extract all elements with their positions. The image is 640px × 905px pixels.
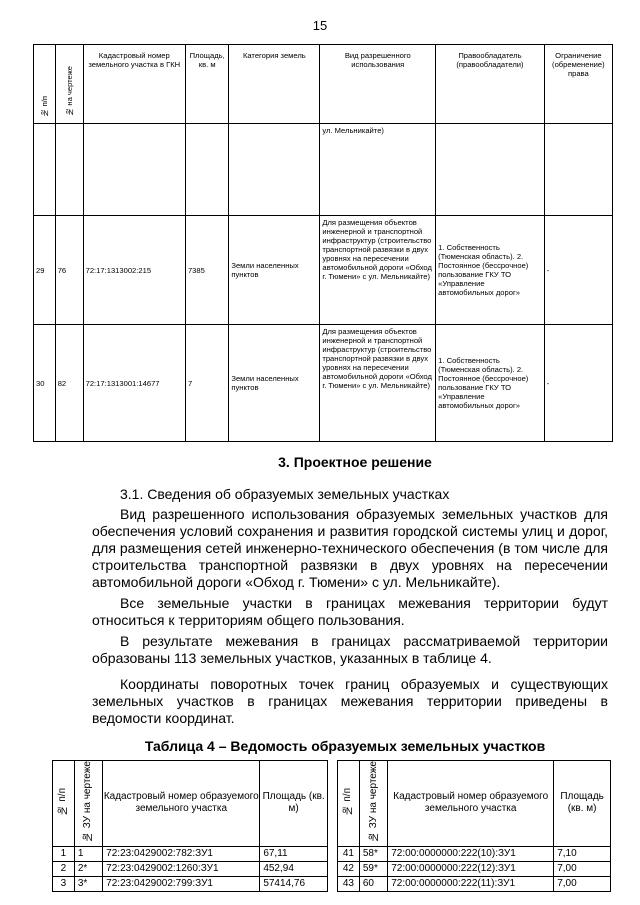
header-category: Категория земель <box>229 45 320 124</box>
table4-caption: Таблица 4 – Ведомость образуемых земельных участков <box>144 738 546 754</box>
table-row: 3 3* 72:23:0429002:799:ЗУ1 57414,76 <box>53 876 328 891</box>
subsection-title: 3.1. Сведения об образуемых земельных участках <box>120 486 450 502</box>
table-header-row: № п/п № ЗУ на чертеже Кадастровый номер образуемого земельного участка Площадь (кв. м) <box>338 761 611 847</box>
table-row: 43 60 72:00:0000000:222(11):ЗУ1 7,00 <box>338 876 611 891</box>
table4-right <box>337 760 611 892</box>
header-num: № п/п <box>34 45 56 124</box>
table-row: 30 82 72:17:1313001:14677 7 Земли населенных пунктов Для размещения объектов инженерной и транспортной инфраструктур (строительство транспортной развязки в двух уровнях на пересечении автомобильной дороги «Обход г. Тюмени» с ул. Мельникайте) 1. Собственность (Тюменская область). 2. Постоянное (бессрочное) пользование ГКУ ТО «Управление автомобильных дорог» - <box>34 325 613 442</box>
paragraph: В результате межевания в границах рассматриваемой территории образованы 113 земельных участков, указанных в таблице 4. <box>92 633 608 666</box>
table-row: 29 76 72:17:1313002:215 7385 Земли населенных пунктов Для размещения объектов инженерной и транспортной инфраструктур (строительство транспортной развязки в двух уровнях на пересечении автомобильной дороги «Обход г. Тюмени» с ул. Мельникайте) 1. Собственность (Тюменская область). 2. Постоянное (бессрочное) пользование ГКУ ТО «Управление автомобильных дорог» - <box>34 216 613 325</box>
table-row: 2 2* 72:23:0429002:1260:ЗУ1 452,94 <box>53 861 328 876</box>
table-row: 42 59* 72:00:0000000:222(12):ЗУ1 7,00 <box>338 861 611 876</box>
header-area: Площадь, кв. м <box>185 45 228 124</box>
land-plots-table <box>33 44 613 442</box>
table-row: 41 58* 72:00:0000000:222(10):ЗУ1 7,10 <box>338 846 611 861</box>
continuation-text: ул. Мельникайте) <box>320 124 436 216</box>
header-owner: Правообладатель (правообладатели) <box>436 45 545 124</box>
table4-left <box>52 760 328 892</box>
paragraph: Координаты поворотных точек границ образуемых и существующих земельных участков в границах межевания территории приведены в ведомости координат. <box>92 676 608 726</box>
paragraph: Все земельные участки в границах межевания территории будут относиться к территориям общего пользования. <box>92 595 608 628</box>
header-drawing-num: № на чертеже <box>55 45 83 124</box>
paragraph: Вид разрешенного использования образуемых земельных участков для обеспечения условий сохранения и развития городской системы улиц и дорог, для размещения сетей инженерно-технического обеспечения (в том числе для строительства транспортной развязки в двух уровнях на пересечении автомобильной дороги «Обход г. Тюмени» с ул. Мельникайте). <box>92 506 608 590</box>
table-row: 1 1 72:23:0429002:782:ЗУ1 67,11 <box>53 846 328 861</box>
header-restriction: Ограничение (обременение) права <box>544 45 612 124</box>
section-title: 3. Проектное решение <box>278 454 432 470</box>
table-header-row <box>34 45 613 124</box>
header-permitted-use: Вид разрешенного использования <box>320 45 436 124</box>
table-header-row: № п/п № ЗУ на чертеже Кадастровый номер образуемого земельного участка Площадь (кв. м) <box>53 761 328 847</box>
header-cadastral: Кадастровый номер земельного участка в ГКН <box>83 45 185 124</box>
page-number: 15 <box>312 18 328 33</box>
table-row <box>34 124 613 216</box>
